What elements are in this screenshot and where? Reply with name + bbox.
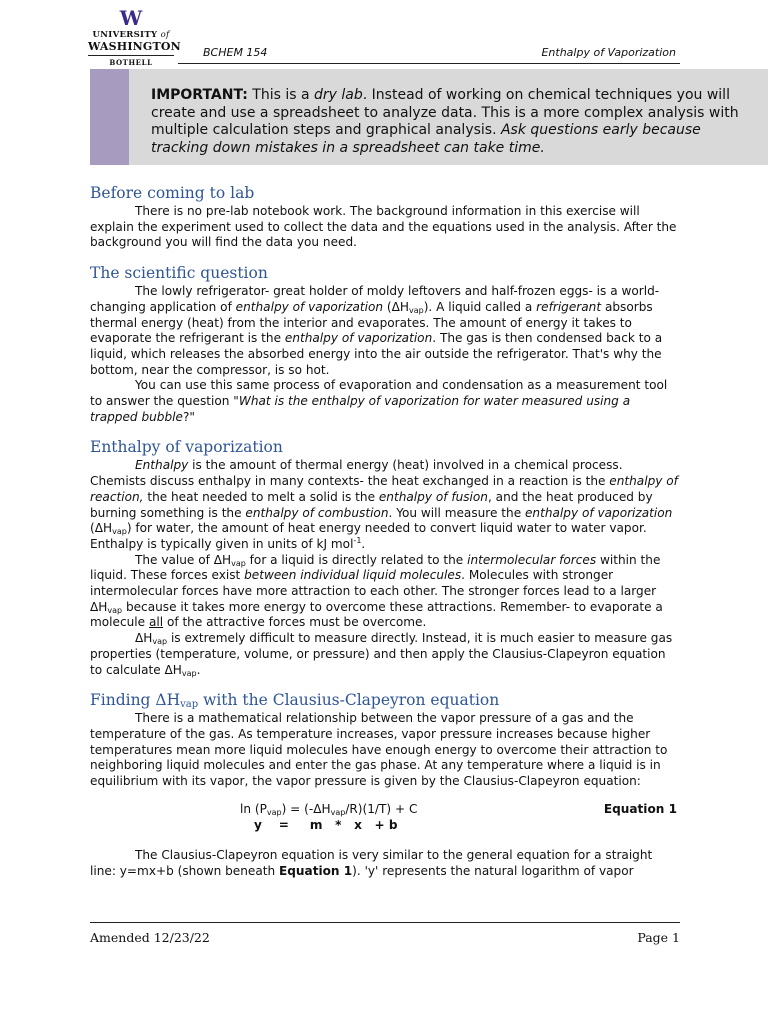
heading-finding-dhvap: Finding $\Delta H_{vap}$ with the Clausius-Clapeyron equation (90, 691, 500, 711)
paragraph-before-lab: There is no pre-lab notebook work. The background information in this exercise will explain the experiment used to collect the data and the equations used in the analysis. After the background you will find the data you need. (90, 204, 677, 250)
university-logo (88, 6, 181, 67)
paragraph-intermolecular-forces: The value of $\Delta H_{vap}$ for a liquid is directly related to the intermolecular forces within the liquid. These forces exist between individual liquid molecules. Molecules with stronger intermolecular forces have more attraction to each other. The stronger forces lead to a larger $\Delta H_{vap}$ because it takes more energy to overcome these attractions. Remember- to evaporate a molecule all of the attractive forces must be overcome. (90, 552, 663, 630)
header-title: Enthalpy of Vaporization (541, 46, 676, 59)
equation-1 (90, 802, 680, 836)
paragraph-measure-directly: $\Delta H_{vap}$ is extremely difficult to measure directly. Instead, it is much easier to measure gas properties (temperature, volume, or pressure) and then apply the Clausius-Clapeyron equation to calculate $\Delta H_{vap}$. (90, 631, 673, 678)
paragraph-straight-line: The Clausius-Clapeyron equation is very similar to the general equation for a straight line: y=mx+b (shown beneath Equation 1). 'y' represents the natural logarithm of vapor (90, 847, 653, 878)
equation-clausius-clapeyron: $\ln (P_{vap}) = (-\Delta H_{vap}/R)(1/T) + C$ (240, 801, 418, 817)
callout-accent-bar (90, 69, 129, 165)
heading-before-lab: Before coming to lab (90, 184, 255, 202)
footer-page-number: Page 1 (637, 930, 680, 945)
paragraph-measurement-tool: You can use this same process of evaporation and condensation as a measurement tool to answer the question "What is the enthalpy of vaporization for water measured using a trapped bubble?" (90, 378, 668, 424)
logo-university: UNIVERSITY of (92, 30, 170, 40)
header-course: BCHEM 154 (203, 46, 268, 59)
heading-enthalpy: Enthalpy of vaporization (90, 438, 283, 457)
logo-campus: BOTHELL (88, 55, 174, 67)
important-callout (90, 69, 768, 165)
logo-washington: WASHINGTON (88, 40, 181, 53)
paragraph-refrigerator: The lowly refrigerator- great holder of moldy leftovers and half-frozen eggs- is a world-changing application of enthalpy of vaporization $(\Delta H_{vap})$. A liquid called a refrigerant absorbs thermal energy (heat) from the interior and evaporates. The amount of energy it takes to evaporate the refrigerant is the enthalpy of vaporization. The gas is then condensed back to a liquid, which releases the absorbed energy into the air outside the refrigerator. That's why the bottom, near the compressor, is so hot. (90, 284, 663, 377)
footer-rule (90, 922, 680, 923)
paragraph-enthalpy-definition: Enthalpy is the amount of thermal energy (heat) involved in a chemical process. Chemists discuss enthalpy in many contexts- the heat exchanged in a reaction is the enthalpy of reaction, the heat needed to melt a solid is the enthalpy of fusion, and the heat produced by burning something is the enthalpy of combustion. You will measure the enthalpy of vaporization $(\Delta H_{vap})$ for water, the amount of heat energy needed to convert liquid water to water vapor. Enthalpy is typically given in units of kJ mol$^{-1}$. (90, 458, 678, 551)
equation-label: Equation 1 (603, 801, 677, 816)
logo-w-mark: W (119, 6, 143, 30)
footer-amended-date: Amended 12/23/22 (90, 930, 210, 945)
heading-scientific-question: The scientific question (90, 264, 268, 283)
equation-linear-form: y = m * x + b (254, 817, 398, 832)
header-rule (178, 63, 680, 64)
callout-text: IMPORTANT: This is a dry lab. Instead of working on chemical techniques you will create and use a spreadsheet to analyze data. This is a more complex analysis with multiple calculation steps and graphical analysis. Ask questions early because tracking down mistakes in a spreadsheet can take time. (151, 87, 739, 156)
paragraph-vapor-pressure: There is a mathematical relationship between the vapor pressure of a gas and the temperature of the gas. As temperature increases, vapor pressure increases because higher temperatures mean more liquid molecules have enough energy to overcome their attraction to neighboring liquid molecules and enter the gas phase. At any temperature where a liquid is in equilibrium with its vapor, the vapor pressure is given by the Clausius-Clapeyron equation: (90, 711, 668, 789)
document-body (90, 183, 680, 879)
